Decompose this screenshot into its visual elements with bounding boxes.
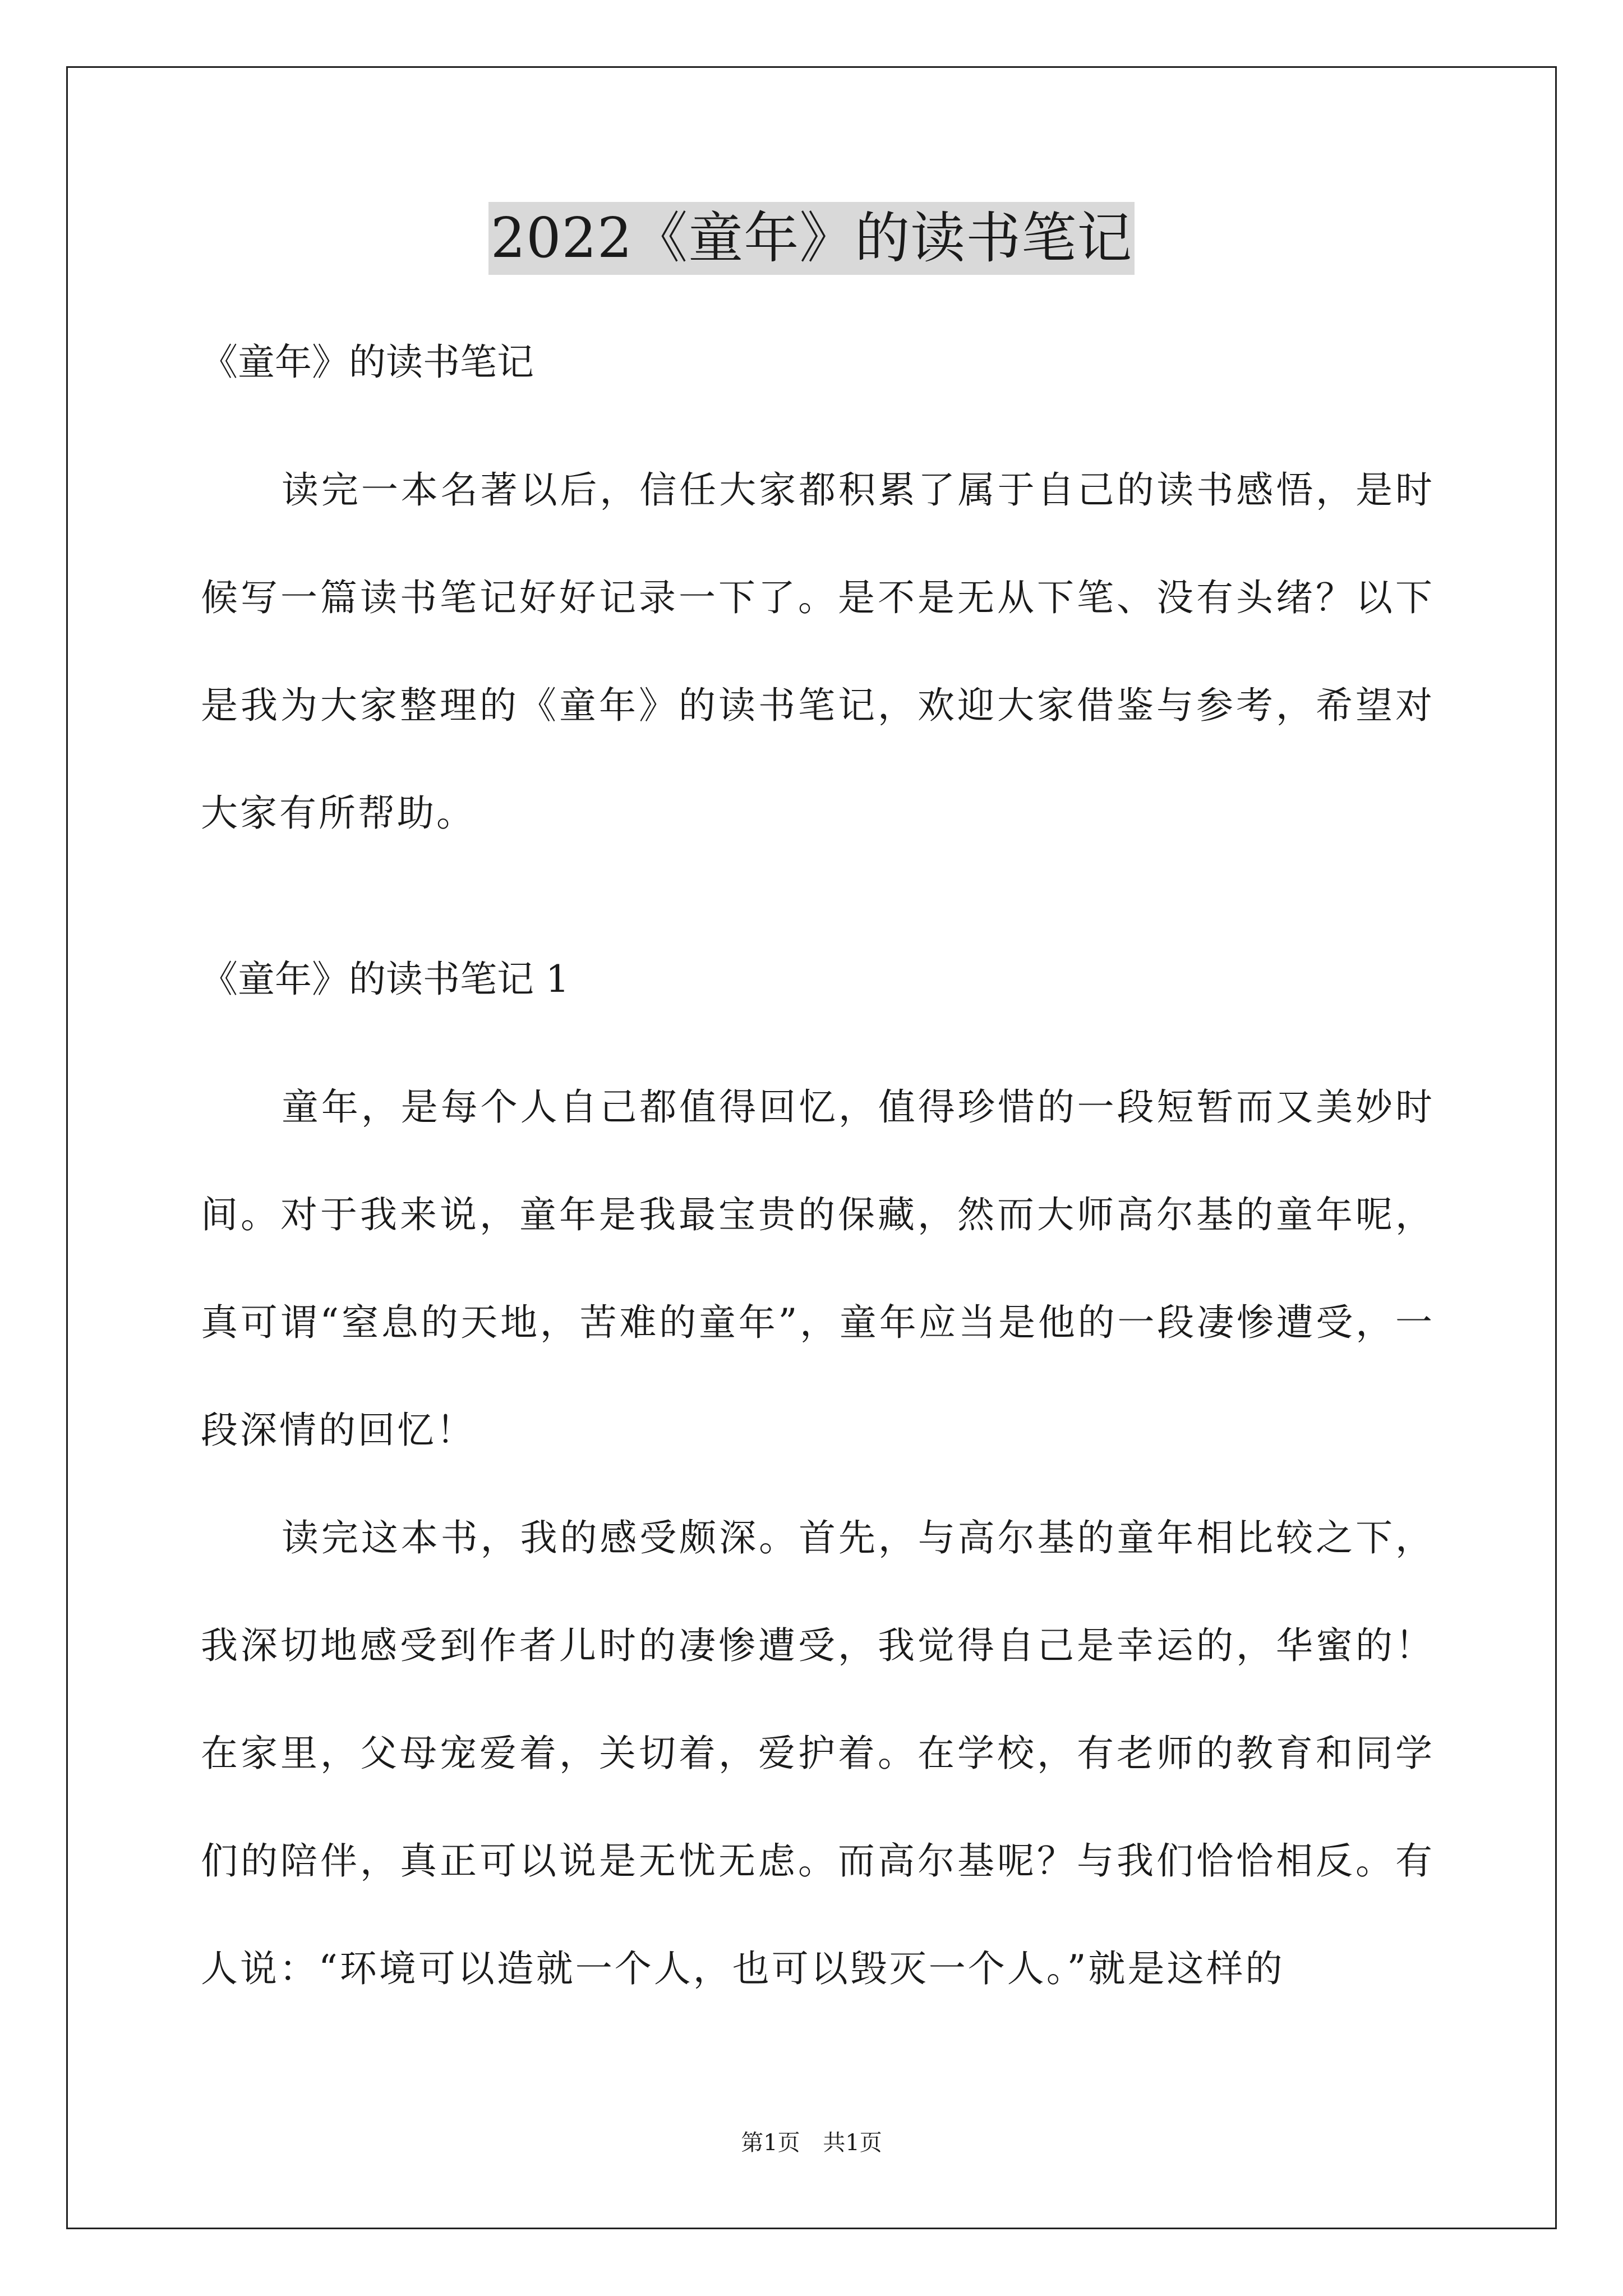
intro-heading: 《童年》的读书笔记: [201, 341, 534, 384]
section1-paragraph-1: 童年，是每个人自己都值得回忆，值得珍惜的一段短暂而又美妙时间。对于我来说，童年是我最宝贵的保藏，然而大师高尔基的童年呢，真可谓“窒息的天地，苦难的童年”，童年应当是他的一段凄惨遭受，一段深情的回忆！: [201, 1085, 1435, 1452]
section1-heading: 《童年》的读书笔记 1: [201, 958, 569, 1001]
page-number: 第1页: [741, 2130, 800, 2156]
page-footer: [0, 2126, 1623, 2160]
document-body: [201, 307, 1435, 2023]
document-title: 2022《童年》的读书笔记: [488, 202, 1135, 275]
page-total: 共1页: [823, 2130, 882, 2156]
intro-paragraph: 读完一本名著以后，信任大家都积累了属于自己的读书感悟，是时候写一篇读书笔记好好记录一下了。是不是无从下笔、没有头绪？以下是我为大家整理的《童年》的读书笔记，欢迎大家借鉴与参考，希望对大家有所帮助。: [201, 468, 1435, 835]
section1-paragraph-2: 读完这本书，我的感受颇深。首先，与高尔基的童年相比较之下，我深切地感受到作者儿时的凄惨遭受，我觉得自己是幸运的，华蜜的！在家里，父母宠爱着，关切着，爱护着。在学校，有老师的教育和同学们的陪伴，真正可以说是无忧无虑。而高尔基呢？与我们恰恰相反。有人说：“环境可以造就一个人，也可以毁灭一个人。”就是这样的: [201, 1516, 1435, 1990]
title-container: [0, 202, 1623, 275]
